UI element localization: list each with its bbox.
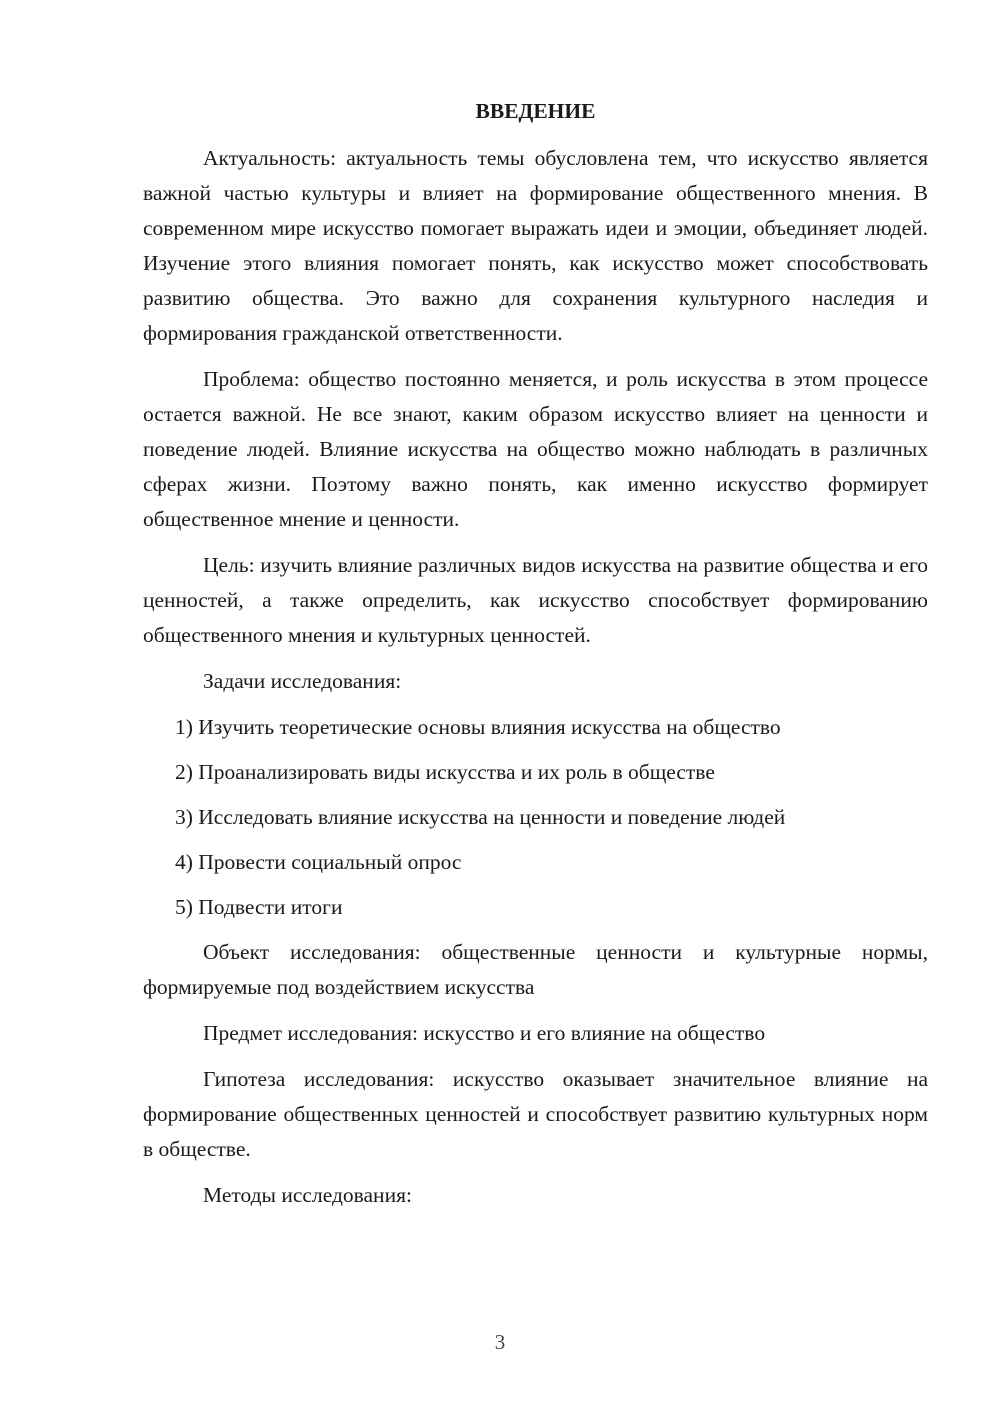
object-paragraph: Объект исследования: общественные ценности и культурные нормы, формируемые под воздействием искусства bbox=[143, 940, 928, 999]
list-item: 4) Провести социальный опрос bbox=[175, 850, 462, 874]
list-item: 5) Подвести итоги bbox=[175, 895, 343, 919]
relevance-paragraph: Актуальность: актуальность темы обусловлена тем, что искусство является важной частью культуры и влияет на формирование общественного мнения. В современном мире искусство помогает выражать идеи и эмоции, объединяет людей. Изучение этого влияния помогает понять, как искусство может способствовать развитию общества. Это важно для сохранения культурного наследия и формирования гражданской ответственности. bbox=[143, 146, 928, 345]
hypothesis-paragraph: Гипотеза исследования: искусство оказывает значительное влияние на формирование общественных ценностей и способствует развитию культурных норм в обществе. bbox=[143, 1067, 928, 1161]
list-item: 1) Изучить теоретические основы влияния искусства на общество bbox=[175, 715, 781, 739]
tasks-heading: Задачи исследования: bbox=[203, 669, 402, 693]
goal-paragraph: Цель: изучить влияние различных видов искусства на развитие общества и его ценностей, а также определить, как искусство способствует формированию общественного мнения и культурных ценностей. bbox=[143, 553, 928, 647]
tasks-list bbox=[143, 710, 928, 925]
problem-paragraph: Проблема: общество постоянно меняется, и роль искусства в этом процессе остается важной. Не все знают, каким образом искусство влияет на ценности и поведение людей. Влияние искусства на общество можно наблюдать в различных сферах жизни. Поэтому важно понять, как именно искусство формирует общественное мнение и ценности. bbox=[143, 367, 928, 531]
list-item: 2) Проанализировать виды искусства и их роль в обществе bbox=[175, 760, 715, 784]
document-page bbox=[143, 94, 928, 1224]
methods-heading: Методы исследования: bbox=[203, 1183, 412, 1207]
list-item: 3) Исследовать влияние искусства на ценности и поведение людей bbox=[175, 805, 786, 829]
subject-paragraph: Предмет исследования: искусство и его влияние на общество bbox=[203, 1021, 766, 1045]
page-number: 3 bbox=[494, 1330, 506, 1354]
page-title: ВВЕДЕНИЕ bbox=[475, 99, 596, 123]
